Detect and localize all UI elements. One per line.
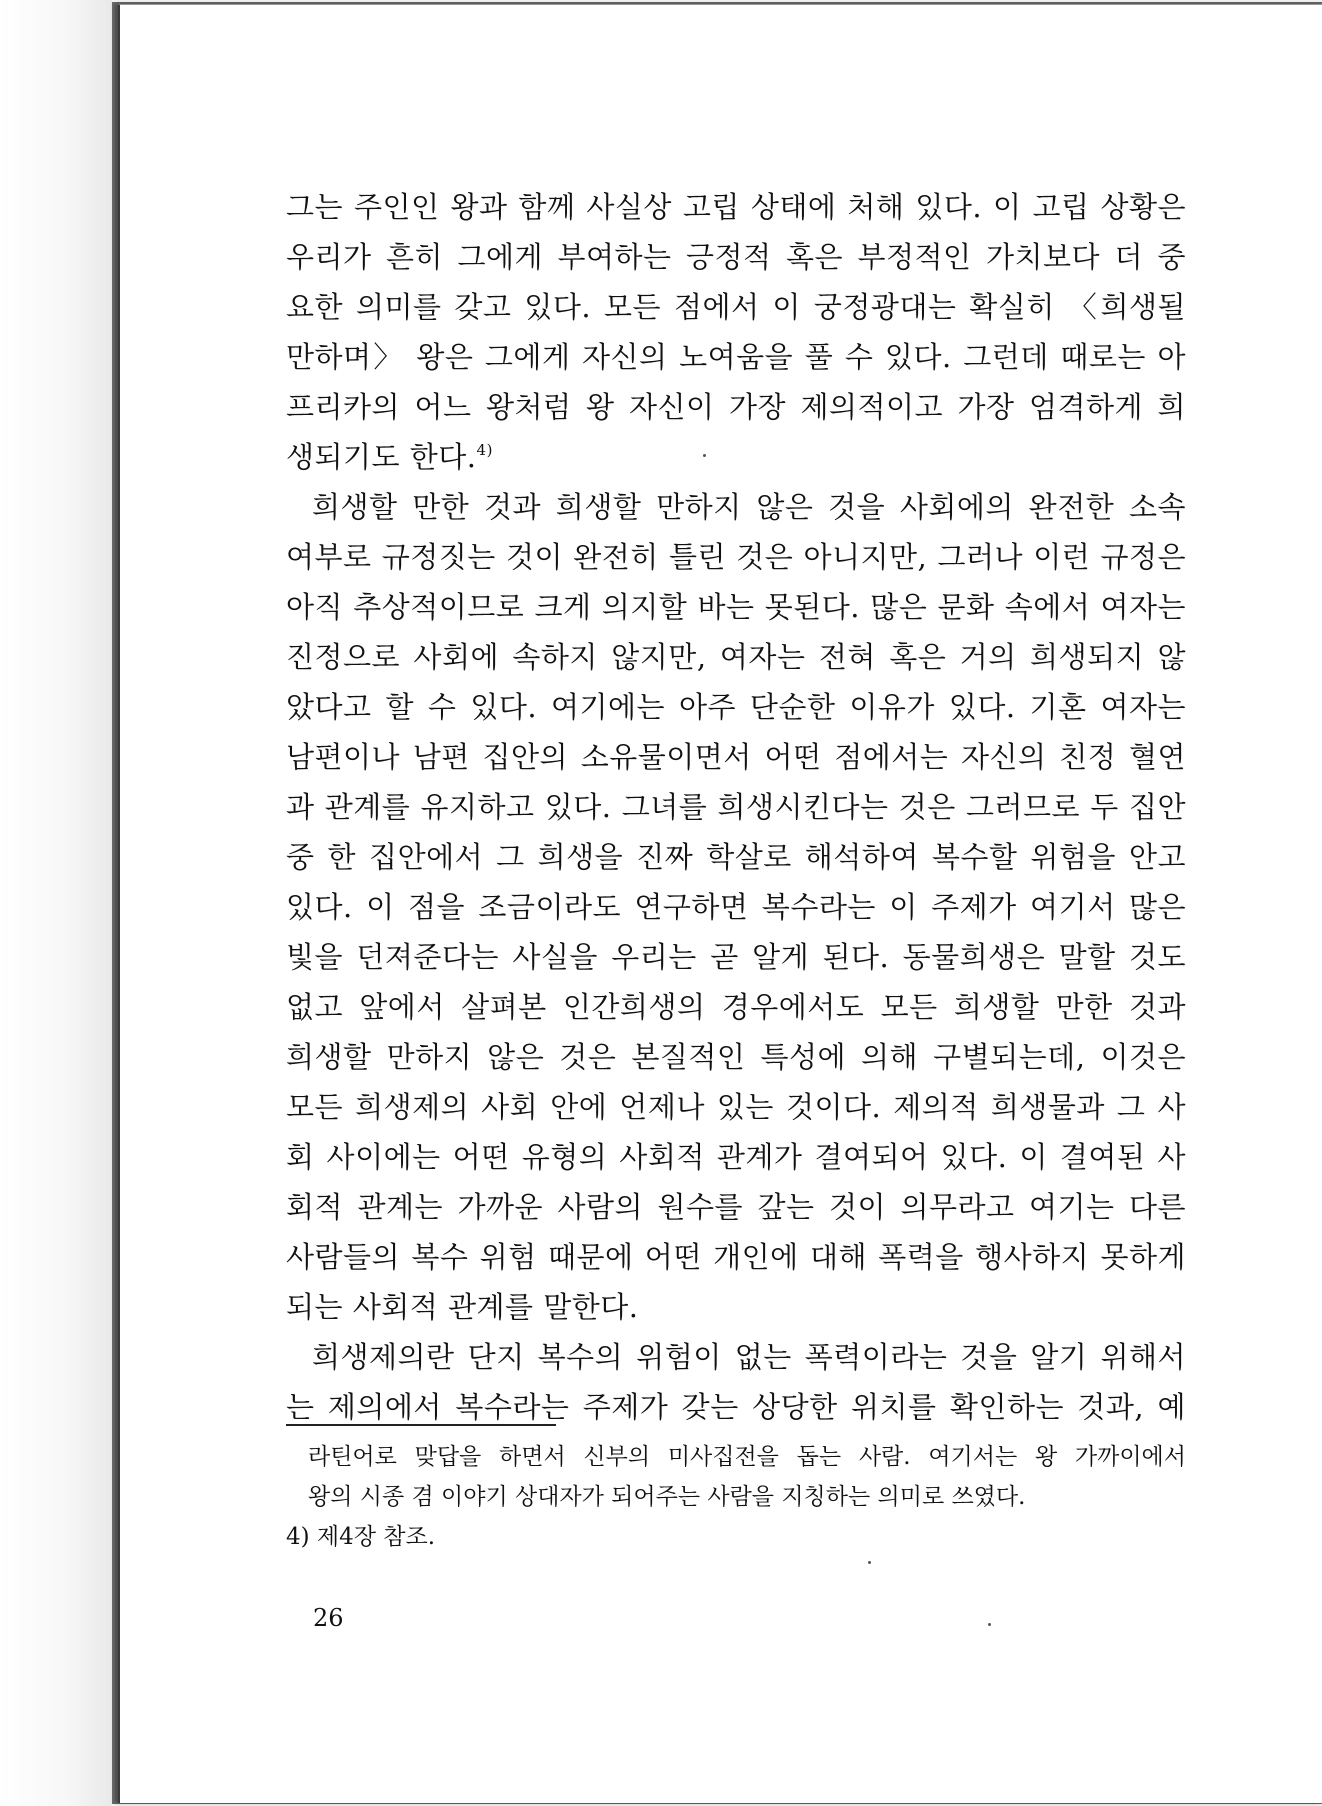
body-line xyxy=(286,282,1186,332)
body-line xyxy=(286,1032,1186,1082)
body-line-text: 프리카의 어느 왕처럼 왕 자신이 가장 제의적이고 가장 엄격하게 희 xyxy=(286,390,1186,424)
body-line-text: 회 사이에는 어떤 유형의 사회적 관계가 결여되어 있다. 이 결여된 사 xyxy=(286,1140,1186,1174)
footnote-line: 왕의 시종 겸 이야기 상대자가 되어주는 사람을 지칭하는 의미로 쓰였다. xyxy=(308,1484,1026,1510)
footnote-divider xyxy=(286,1424,556,1426)
body-line xyxy=(286,682,1186,732)
scan-speck xyxy=(988,1623,991,1626)
body-line xyxy=(286,882,1186,932)
body-line xyxy=(286,432,1186,482)
body-line-text: 그는 주인인 왕과 함께 사실상 고립 상태에 처해 있다. 이 고립 상황은 xyxy=(286,190,1186,224)
body-line-text: 없고 앞에서 살펴본 인간희생의 경우에서도 모든 희생할 만한 것과 xyxy=(286,990,1186,1024)
body-line-text: 희생할 만한 것과 희생할 만하지 않은 것을 사회에의 완전한 소속 xyxy=(312,490,1186,524)
body-line-text: 남편이나 남편 집안의 소유물이면서 어떤 점에서는 자신의 친정 혈연 xyxy=(286,740,1186,774)
footnote-line: 라틴어로 맞답을 하면서 신부의 미사집전을 돕는 사람. 여기서는 왕 가까이에서 xyxy=(308,1444,1186,1470)
body-line-text: 희생할 만하지 않은 것은 본질적인 특성에 의해 구별되는데, 이것은 xyxy=(286,1040,1186,1074)
body-line xyxy=(286,482,1186,532)
body-line-text: 우리가 흔히 그에게 부여하는 긍정적 혹은 부정적인 가치보다 더 중 xyxy=(286,240,1186,274)
body-line xyxy=(286,632,1186,682)
page-number: 26 xyxy=(313,1604,344,1632)
left-gutter xyxy=(0,0,112,1806)
body-line xyxy=(286,582,1186,632)
body-line-text: 모든 희생제의 사회 안에 언제나 있는 것이다. 제의적 희생물과 그 사 xyxy=(286,1090,1186,1124)
body-line-text: 있다. 이 점을 조금이라도 연구하면 복수라는 이 주제가 여기서 많은 xyxy=(286,890,1186,924)
body-line-text: 과 관계를 유지하고 있다. 그녀를 희생시킨다는 것은 그러므로 두 집안 xyxy=(286,790,1186,824)
body-line xyxy=(286,932,1186,982)
body-line xyxy=(286,1182,1186,1232)
body-line xyxy=(286,782,1186,832)
body-line xyxy=(286,832,1186,882)
body-line xyxy=(286,1282,1186,1332)
scan-speck xyxy=(868,1561,871,1564)
body-line-text: 사람들의 복수 위험 때문에 어떤 개인에 대해 폭력을 행사하지 못하게 xyxy=(286,1240,1186,1274)
body-line xyxy=(286,332,1186,382)
body-line-text: 생되기도 한다. xyxy=(286,440,477,474)
body-line-text: 았다고 할 수 있다. 여기에는 아주 단순한 이유가 있다. 기혼 여자는 xyxy=(286,690,1186,724)
body-line xyxy=(286,732,1186,782)
body-line xyxy=(286,182,1186,232)
body-line xyxy=(286,1132,1186,1182)
body-line-text: 빛을 던져준다는 사실을 우리는 곧 알게 된다. 동물희생은 말할 것도 xyxy=(286,940,1186,974)
body-line xyxy=(286,1082,1186,1132)
body-line-text: 만하며〉 왕은 그에게 자신의 노여움을 풀 수 있다. 그런데 때로는 아 xyxy=(286,340,1186,374)
body-text xyxy=(286,182,1186,1432)
body-line-text: 요한 의미를 갖고 있다. 모든 점에서 이 궁정광대는 확실히 〈희생될 xyxy=(286,290,1186,324)
footnote-reference: 4) 제4장 참조. xyxy=(286,1524,436,1550)
footnote-marker: 4) xyxy=(476,441,493,459)
body-line-text: 는 제의에서 복수라는 주제가 갖는 상당한 위치를 확인하는 것과, 예 xyxy=(286,1390,1186,1424)
body-line xyxy=(286,1232,1186,1282)
body-line xyxy=(286,382,1186,432)
body-line xyxy=(286,232,1186,282)
body-line-text: 진정으로 사회에 속하지 않지만, 여자는 전혀 혹은 거의 희생되지 않 xyxy=(286,640,1186,674)
body-line-text: 희생제의란 단지 복수의 위험이 없는 폭력이라는 것을 알기 위해서 xyxy=(312,1340,1186,1374)
body-line-text: 아직 추상적이므로 크게 의지할 바는 못된다. 많은 문화 속에서 여자는 xyxy=(286,590,1186,624)
body-line-text: 여부로 규정짓는 것이 완전히 틀린 것은 아니지만, 그러나 이런 규정은 xyxy=(286,540,1186,574)
body-line-text: 되는 사회적 관계를 말한다. xyxy=(286,1290,639,1324)
body-line-text: 중 한 집안에서 그 희생을 진짜 학살로 해석하여 복수할 위험을 안고 xyxy=(286,840,1186,874)
scan-speck xyxy=(703,454,706,457)
body-line-text: 회적 관계는 가까운 사람의 원수를 갚는 것이 의무라고 여기는 다른 xyxy=(286,1190,1186,1224)
footnotes xyxy=(286,1437,1186,1557)
body-line xyxy=(286,982,1186,1032)
body-line xyxy=(286,1332,1186,1382)
body-line xyxy=(286,532,1186,582)
